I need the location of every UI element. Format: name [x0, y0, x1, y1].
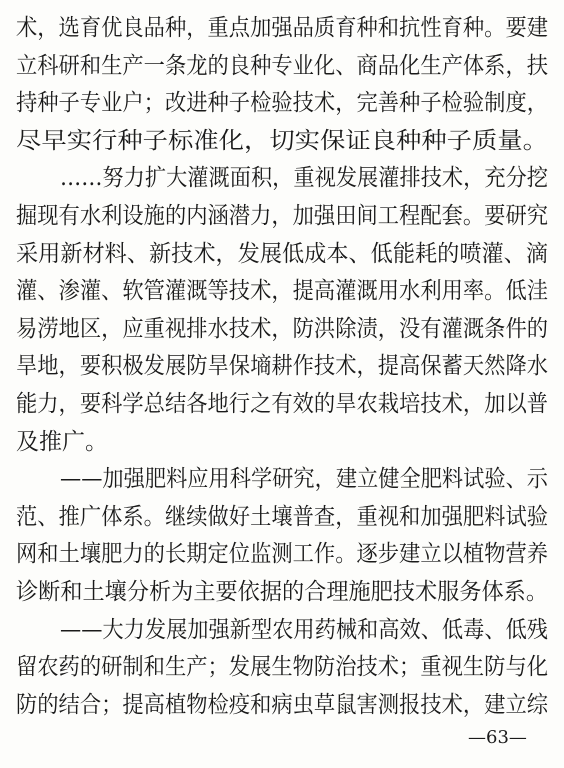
text-line: 网和土壤肥力的长期定位监测工作。逐步建立以植物营养: [16, 541, 548, 568]
text-line: 范、推广体系。继续做好土壤普查，重视和加强肥料试验: [16, 503, 548, 530]
text-line: ——加强肥料应用科学研究，建立健全肥料试验、示: [60, 466, 548, 493]
text-line: 立科研和生产一条龙的良种专业化、商品化生产体系，扶: [16, 52, 548, 79]
text-line: 尽早实行种子标准化，切实保证良种种子质量。: [16, 127, 548, 154]
text-line: 易涝地区，应重视排水技术，防洪除渍，没有灌溉条件的: [16, 315, 548, 342]
text-line: 及推广。: [16, 428, 108, 455]
text-line: 防的结合；提高植物检疫和病虫草鼠害测报技术，建立综: [16, 691, 548, 718]
text-line: 持种子专业户；改进种子检验技术，完善种子检验制度，: [16, 90, 548, 117]
text-line: 旱地，要积极发展防旱保墒耕作技术，提高保蓄天然降水: [16, 353, 548, 380]
page-number: —63—: [468, 727, 527, 748]
text-line: 诊断和土壤分析为主要依据的合理施肥技术服务体系。: [16, 579, 548, 605]
text-line: 能力，要科学总结各地行之有效的旱农栽培技术，加以普: [16, 391, 548, 417]
text-line: 灌、渗灌、软管灌溉等技术，提高灌溉用水利用率。低洼: [16, 278, 548, 305]
text-line: 术，选育优良品种，重点加强品质育种和抗性育种。要建: [16, 15, 548, 41]
text-line: 留农药的研制和生产；发展生物防治技术；重视生防与化: [16, 654, 548, 681]
text-line: ——大力发展加强新型农用药械和高效、低毒、低残: [60, 616, 548, 643]
text-line: ……努力扩大灌溉面积，重视发展灌排技术，充分挖: [60, 165, 548, 192]
text-line: 掘现有水利设施的内涵潜力，加强田间工程配套。要研究: [16, 203, 548, 229]
text-line: 采用新材料、新技术，发展低成本、低能耗的喷灌、滴: [16, 240, 548, 267]
